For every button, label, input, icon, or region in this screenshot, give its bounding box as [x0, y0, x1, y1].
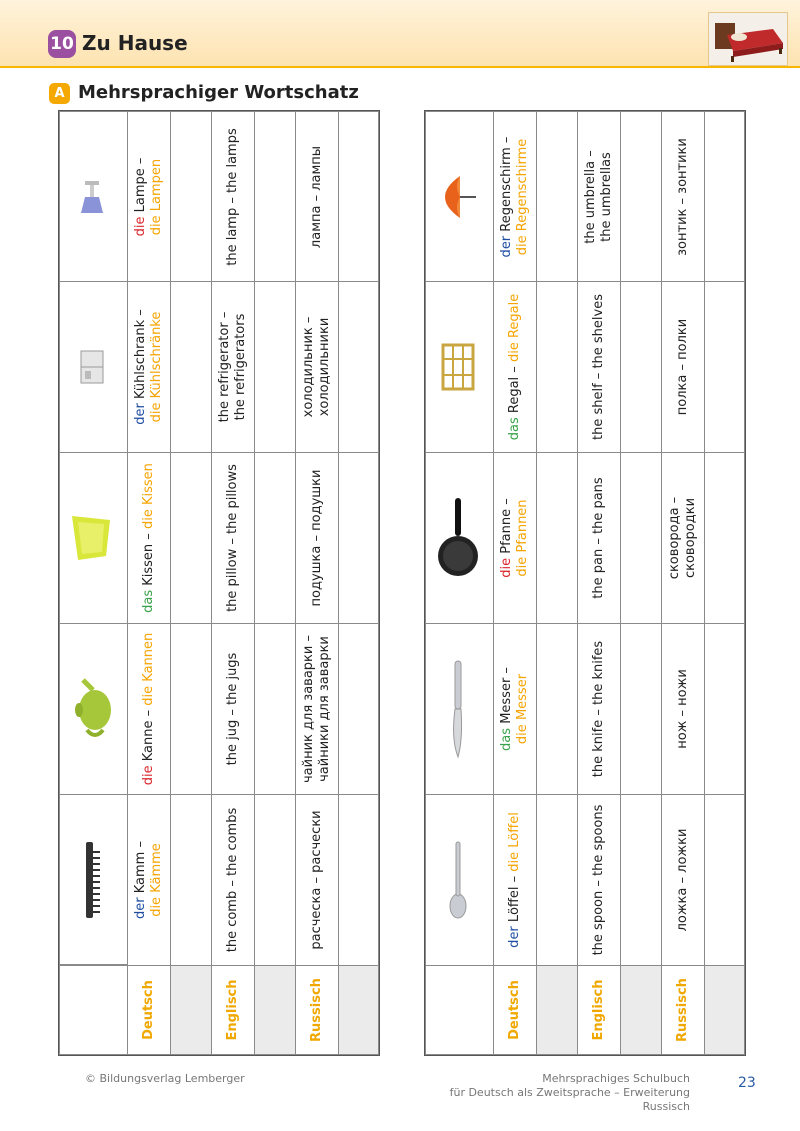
label-cell-russian	[295, 965, 339, 1055]
label-german: Deutsch	[141, 980, 156, 1040]
russian-word: подушка – подушки	[309, 469, 324, 607]
label-english: Englisch	[225, 979, 240, 1041]
german-word: die Pfanne – die Pfannen	[499, 498, 530, 578]
vocabulary-table-1	[58, 110, 380, 1056]
page-number: 23	[738, 1075, 756, 1091]
english-cell	[577, 623, 621, 795]
label-shade	[254, 965, 296, 1055]
label-cell-empty	[425, 965, 494, 1055]
label-shade	[704, 965, 745, 1055]
copyright: © Bildungsverlag Lemberger	[85, 1072, 245, 1085]
picture-cell	[59, 794, 128, 966]
lamp-icon	[77, 177, 111, 217]
note-cell	[170, 623, 212, 795]
german-cell	[127, 452, 171, 624]
note-cell	[170, 452, 212, 624]
label-cell-german	[127, 965, 171, 1055]
label-shade	[338, 965, 379, 1055]
russian-word: лампа – лампы	[309, 145, 324, 248]
english-word: the refrigerator – the refrigerators	[217, 311, 248, 423]
refrigerator-icon	[77, 347, 111, 387]
english-word: the lamp – the lamps	[225, 127, 240, 266]
vocabulary-table-2	[424, 110, 746, 1056]
note-cell	[254, 111, 296, 282]
picture-cell	[59, 111, 128, 282]
russian-cell	[295, 111, 339, 282]
german-cell	[493, 281, 537, 453]
picture-cell	[425, 281, 494, 453]
russian-word: холодильник – холодильники	[301, 316, 332, 418]
label-russian: Russisch	[675, 978, 690, 1042]
note-cell	[170, 794, 212, 966]
pillow-icon	[70, 512, 118, 564]
picture-cell	[425, 111, 494, 282]
book-subtitle: für Deutsch als Zweitsprache – Erweiterung Russisch	[449, 1086, 690, 1113]
german-word: das Regal – die Regale	[507, 293, 522, 441]
note-cell	[620, 794, 662, 966]
note-cell	[170, 281, 212, 453]
english-cell	[577, 452, 621, 624]
spoon-icon	[446, 840, 474, 920]
picture-cell	[59, 623, 128, 795]
note-cell	[620, 623, 662, 795]
note-cell	[704, 794, 745, 966]
pan-icon	[436, 496, 484, 580]
bed-image	[708, 12, 788, 66]
picture-cell	[425, 452, 494, 624]
english-cell	[211, 111, 255, 282]
german-word: die Lampe – die Lampen	[133, 157, 164, 236]
note-cell	[536, 111, 578, 282]
german-cell	[127, 281, 171, 453]
english-word: the umbrella – the umbrellas	[583, 149, 614, 244]
note-cell	[254, 623, 296, 795]
note-cell	[704, 623, 745, 795]
label-shade	[170, 965, 212, 1055]
russian-word: зонтик – зонтики	[675, 137, 690, 256]
picture-cell	[425, 794, 494, 966]
russian-word: чайник для заварки – чайники для заварки	[301, 635, 332, 783]
note-cell	[338, 452, 379, 624]
english-cell	[211, 794, 255, 966]
note-cell	[704, 281, 745, 453]
russian-cell	[661, 452, 705, 624]
english-word: the pillow – the pillows	[225, 464, 240, 612]
german-cell	[493, 111, 537, 282]
note-cell	[536, 281, 578, 453]
russian-word: сковорода – сковородки	[667, 496, 698, 580]
label-cell-russian	[661, 965, 705, 1055]
german-cell	[493, 623, 537, 795]
english-cell	[211, 281, 255, 453]
german-word: der Regenschirm – die Regenschirme	[499, 136, 530, 257]
note-cell	[338, 281, 379, 453]
label-shade	[536, 965, 578, 1055]
note-cell	[536, 623, 578, 795]
german-word: der Kühlschrank – die Kühlschränke	[133, 309, 164, 425]
english-cell	[577, 794, 621, 966]
russian-word: ложка – ложки	[675, 828, 690, 932]
chapter-title: Zu Hause	[82, 31, 188, 55]
note-cell	[338, 623, 379, 795]
note-cell	[254, 452, 296, 624]
english-cell	[211, 452, 255, 624]
shelf-icon	[441, 343, 479, 391]
english-word: the shelf – the shelves	[591, 294, 606, 440]
note-cell	[536, 794, 578, 966]
comb-icon	[82, 840, 106, 920]
label-cell-german	[493, 965, 537, 1055]
german-word: der Löffel – die Löffel	[507, 812, 522, 948]
russian-word: полка – полки	[675, 318, 690, 416]
note-cell	[536, 452, 578, 624]
russian-cell	[295, 452, 339, 624]
label-cell-english	[577, 965, 621, 1055]
label-german: Deutsch	[507, 980, 522, 1040]
label-russian: Russisch	[309, 978, 324, 1042]
german-word: das Kissen – die Kissen	[141, 463, 156, 613]
german-word: das Messer – die Messer	[499, 667, 530, 751]
german-cell	[127, 623, 171, 795]
knife-icon	[449, 659, 471, 759]
english-word: the spoon – the spoons	[591, 804, 606, 956]
german-cell	[127, 111, 171, 282]
russian-cell	[661, 794, 705, 966]
english-cell	[577, 111, 621, 282]
russian-word: расческа – расчески	[309, 810, 324, 950]
russian-cell	[295, 281, 339, 453]
english-cell	[211, 623, 255, 795]
german-cell	[127, 794, 171, 966]
russian-word: нож – ножи	[675, 669, 690, 749]
german-cell	[493, 794, 537, 966]
book-info	[400, 1072, 690, 1114]
english-word: the pan – the pans	[591, 477, 606, 599]
label-cell-empty	[59, 965, 128, 1055]
russian-cell	[295, 623, 339, 795]
german-word: die Kanne – die Kannen	[141, 632, 156, 786]
note-cell	[704, 111, 745, 282]
russian-cell	[295, 794, 339, 966]
picture-cell	[59, 452, 128, 624]
note-cell	[620, 111, 662, 282]
note-cell	[254, 794, 296, 966]
note-cell	[704, 452, 745, 624]
note-cell	[620, 281, 662, 453]
book-title: Mehrsprachiges Schulbuch	[542, 1072, 690, 1085]
label-english: Englisch	[591, 979, 606, 1041]
teapot-icon	[69, 678, 119, 740]
english-word: the jug – the jugs	[225, 652, 240, 766]
chapter-number-badge: 10	[48, 30, 76, 58]
english-word: the comb – the combs	[225, 807, 240, 953]
note-cell	[170, 111, 212, 282]
russian-cell	[661, 281, 705, 453]
note-cell	[338, 111, 379, 282]
note-cell	[254, 281, 296, 453]
english-word: the knife – the knifes	[591, 640, 606, 778]
label-cell-english	[211, 965, 255, 1055]
umbrella-icon	[436, 172, 484, 222]
section-title: Mehrsprachiger Wortschatz	[78, 82, 359, 103]
picture-cell	[425, 623, 494, 795]
german-word: der Kamm – die Kämme	[133, 841, 164, 919]
section-badge: A	[49, 83, 70, 104]
russian-cell	[661, 111, 705, 282]
note-cell	[338, 794, 379, 966]
note-cell	[620, 452, 662, 624]
english-cell	[577, 281, 621, 453]
picture-cell	[59, 281, 128, 453]
label-shade	[620, 965, 662, 1055]
russian-cell	[661, 623, 705, 795]
german-cell	[493, 452, 537, 624]
